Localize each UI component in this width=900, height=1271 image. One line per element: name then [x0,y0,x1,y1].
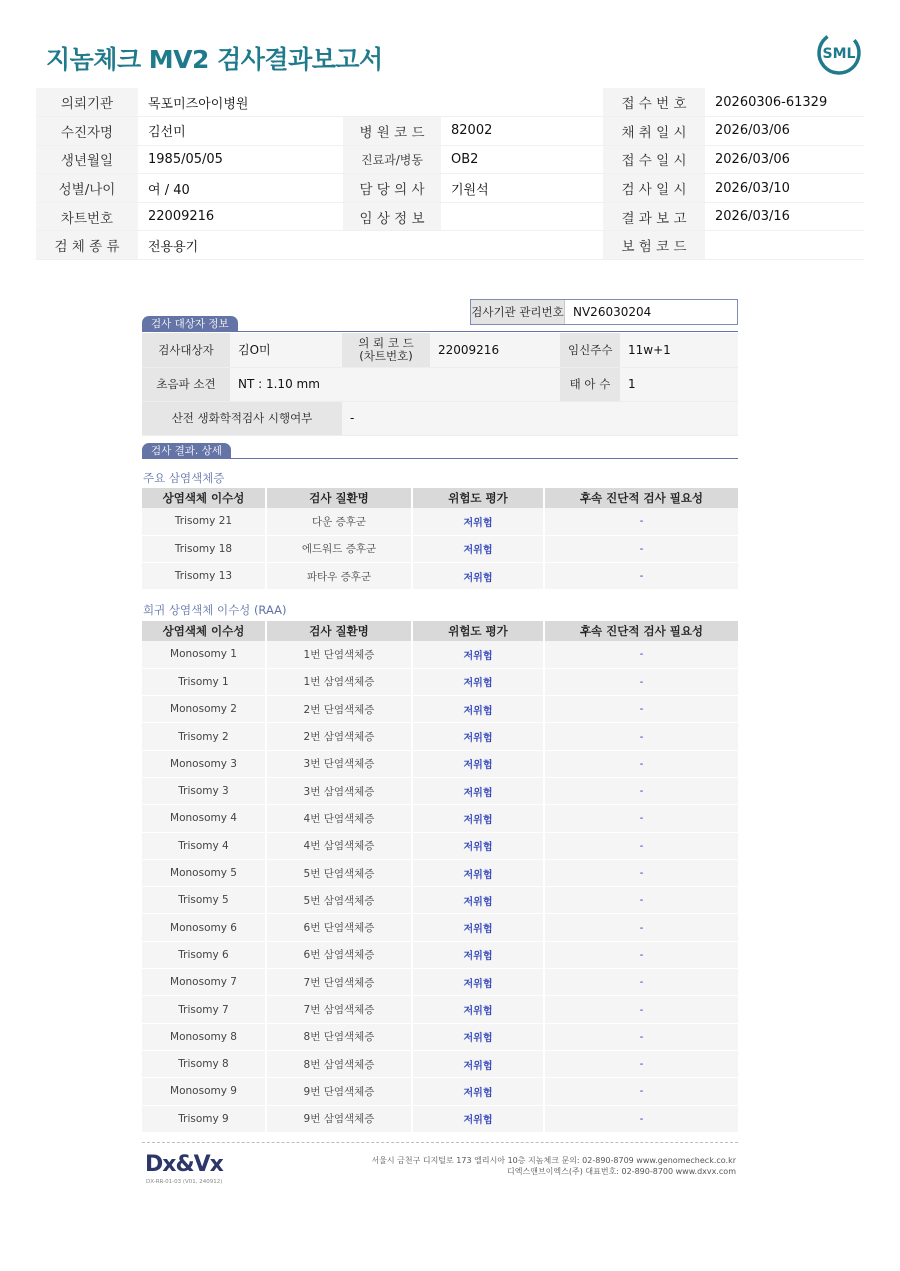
table-row [142,1078,738,1105]
info-value: 여 / 40 [138,174,343,203]
cell-disease: 2번 삼염색체증 [266,723,412,750]
cell-disease: 9번 단염색체증 [266,1078,412,1105]
info-label: 결 과 보 고 [603,202,705,231]
table-row [142,1050,738,1077]
cell-aneuploidy: Monosomy 8 [142,1023,266,1050]
column-header: 후속 진단적 검사 필요성 [544,488,738,508]
info-label: 의뢰기관 [36,88,138,117]
cell-aneuploidy: Trisomy 5 [142,887,266,914]
subject-row [142,401,738,435]
svg-text:SML: SML [822,46,856,62]
cell-disease: 4번 단염색체증 [266,805,412,832]
cell-disease: 파타우 증후군 [266,563,412,590]
info-value: 2026/03/06 [705,145,864,174]
cell-disease: 3번 단염색체증 [266,750,412,777]
subject-label: 태 아 수 [560,367,620,401]
info-value: OB2 [441,145,603,174]
info-label: 보 험 코 드 [603,231,705,260]
footer-line: 서울시 금천구 디지털로 173 엘리시아 10층 지놈체크 문의: 02-890-8709 www.genomecheck.co.kr [371,1156,736,1165]
cell-aneuploidy: Trisomy 18 [142,535,266,562]
subject-row [142,367,738,401]
cell-followup: - [544,696,738,723]
subject-label: 검사대상자 [142,333,230,367]
info-label: 담 당 의 사 [343,174,441,203]
cell-followup: - [544,941,738,968]
info-label: 성별/나이 [36,174,138,203]
cell-disease: 7번 단염색체증 [266,969,412,996]
table-row [142,508,738,535]
column-header: 검사 질환명 [266,621,412,641]
cell-aneuploidy: Monosomy 6 [142,914,266,941]
cell-disease: 6번 삼염색체증 [266,941,412,968]
info-row [36,202,864,231]
cell-risk: 저위험 [412,777,544,804]
cell-risk: 저위험 [412,563,544,590]
cell-disease: 5번 삼염색체증 [266,887,412,914]
info-value: 2026/03/10 [705,174,864,203]
subject-label: 산전 생화학적검사 시행여부 [142,401,342,435]
footer-line: 디엑스앤브이엑스(주) 대표번호: 02-890-8700 www.dxvx.com [507,1167,736,1176]
page-title: 지놈체크 MV2 검사결과보고서 [46,45,383,74]
info-value: 목포미즈아이병원 [138,88,603,117]
cell-aneuploidy: Monosomy 1 [142,641,266,668]
section-divider [142,458,738,459]
cell-disease: 1번 단염색체증 [266,641,412,668]
table-row [142,859,738,886]
info-row [36,231,864,260]
cell-followup: - [544,859,738,886]
column-header: 위험도 평가 [412,488,544,508]
sml-logo [816,30,862,76]
management-number-value: NV26030204 [573,305,652,319]
result-section-tag: 검사 결과. 상세 [142,443,231,458]
table-row [142,887,738,914]
cell-aneuploidy: Trisomy 13 [142,563,266,590]
cell-followup: - [544,1023,738,1050]
info-value: 기원석 [441,174,603,203]
cell-risk: 저위험 [412,887,544,914]
cell-aneuploidy: Trisomy 21 [142,508,266,535]
cell-disease: 1번 삼염색체증 [266,668,412,695]
info-value: 20260306-61329 [705,88,864,117]
column-header: 위험도 평가 [412,621,544,641]
table-row [142,832,738,859]
subject-label: 초음파 소견 [142,367,230,401]
table-row [142,696,738,723]
cell-aneuploidy: Trisomy 6 [142,941,266,968]
table-row [142,563,738,590]
cell-risk: 저위험 [412,723,544,750]
cell-disease: 2번 단염색체증 [266,696,412,723]
cell-risk: 저위험 [412,914,544,941]
cell-risk: 저위험 [412,696,544,723]
info-label: 차트번호 [36,202,138,231]
cell-risk: 저위험 [412,535,544,562]
cell-followup: - [544,668,738,695]
table-row [142,668,738,695]
info-label: 접 수 일 시 [603,145,705,174]
column-header: 상염색체 이수성 [142,488,266,508]
info-value: 2026/03/16 [705,202,864,231]
management-number-label: 검사기관 관리번호 [471,300,565,324]
cell-risk: 저위험 [412,750,544,777]
table-row [142,777,738,804]
cell-aneuploidy: Trisomy 3 [142,777,266,804]
info-value: 전용용기 [138,231,603,260]
cell-aneuploidy: Monosomy 3 [142,750,266,777]
info-label: 병 원 코 드 [343,117,441,146]
subject-value: 22009216 [430,333,560,367]
footer-contact [371,1155,736,1177]
subject-value: 1 [620,367,738,401]
table-row [142,641,738,668]
table-row [142,941,738,968]
info-label: 수진자명 [36,117,138,146]
cell-risk: 저위험 [412,941,544,968]
cell-risk: 저위험 [412,641,544,668]
cell-risk: 저위험 [412,1023,544,1050]
cell-aneuploidy: Monosomy 2 [142,696,266,723]
table-row [142,805,738,832]
cell-aneuploidy: Monosomy 5 [142,859,266,886]
cell-followup: - [544,508,738,535]
cell-followup: - [544,641,738,668]
management-number-box [470,299,738,325]
cell-risk: 저위험 [412,1078,544,1105]
subject-label: 의 뢰 코 드 (차트번호) [342,333,430,367]
table-row [142,996,738,1023]
cell-followup: - [544,1105,738,1132]
table-row [142,723,738,750]
cell-followup: - [544,723,738,750]
table-row [142,535,738,562]
dxvx-logo: Dx&Vx [145,1152,223,1177]
cell-disease: 7번 삼염색체증 [266,996,412,1023]
column-header: 상염색체 이수성 [142,621,266,641]
column-header: 검사 질환명 [266,488,412,508]
info-row [36,145,864,174]
cell-aneuploidy: Trisomy 1 [142,668,266,695]
info-value: 김선미 [138,117,343,146]
cell-disease: 다운 증후군 [266,508,412,535]
subject-info-table [142,333,738,436]
cell-followup: - [544,887,738,914]
cell-risk: 저위험 [412,832,544,859]
cell-followup: - [544,1078,738,1105]
info-label: 채 취 일 시 [603,117,705,146]
info-row [36,88,864,117]
cell-risk: 저위험 [412,969,544,996]
table-row [142,750,738,777]
info-value [705,231,864,260]
subject-row [142,333,738,367]
rare-aneuploidy-heading: 희귀 상염색체 이수성 (RAA) [143,603,287,617]
table-row [142,914,738,941]
info-value: 1985/05/05 [138,145,343,174]
footer-divider [142,1142,738,1143]
cell-risk: 저위험 [412,805,544,832]
cell-risk: 저위험 [412,508,544,535]
subject-section-tag: 검사 대상자 정보 [142,316,238,331]
cell-risk: 저위험 [412,1105,544,1132]
major-trisomy-heading: 주요 삼염색체증 [143,471,225,485]
cell-disease: 8번 단염색체증 [266,1023,412,1050]
patient-info-table [36,88,864,260]
cell-aneuploidy: Trisomy 2 [142,723,266,750]
cell-followup: - [544,535,738,562]
info-value: 22009216 [138,202,343,231]
cell-disease: 6번 단염색체증 [266,914,412,941]
cell-aneuploidy: Monosomy 4 [142,805,266,832]
cell-followup: - [544,996,738,1023]
cell-disease: 4번 삼염색체증 [266,832,412,859]
info-label: 검 체 종 류 [36,231,138,260]
info-row [36,117,864,146]
cell-aneuploidy: Trisomy 8 [142,1050,266,1077]
info-label: 접 수 번 호 [603,88,705,117]
rare-aneuploidy-table [142,621,738,1133]
info-value: 82002 [441,117,603,146]
cell-risk: 저위험 [412,668,544,695]
major-trisomy-table [142,488,738,590]
info-label: 진료과/병동 [343,145,441,174]
table-row [142,1023,738,1050]
cell-followup: - [544,969,738,996]
cell-disease: 5번 단염색체증 [266,859,412,886]
cell-aneuploidy: Trisomy 9 [142,1105,266,1132]
subject-value: 11w+1 [620,333,738,367]
cell-followup: - [544,914,738,941]
cell-risk: 저위험 [412,996,544,1023]
cell-disease: 8번 삼염색체증 [266,1050,412,1077]
document-code: DX-RR-01-03 (V01, 240912) [146,1179,223,1185]
cell-followup: - [544,777,738,804]
cell-risk: 저위험 [412,859,544,886]
cell-followup: - [544,563,738,590]
cell-aneuploidy: Trisomy 4 [142,832,266,859]
info-label: 임 상 정 보 [343,202,441,231]
info-label: 검 사 일 시 [603,174,705,203]
cell-followup: - [544,805,738,832]
column-header: 후속 진단적 검사 필요성 [544,621,738,641]
info-value [441,202,603,231]
info-label: 생년월일 [36,145,138,174]
info-value: 2026/03/06 [705,117,864,146]
cell-followup: - [544,832,738,859]
table-row [142,969,738,996]
info-row [36,174,864,203]
cell-followup: - [544,1050,738,1077]
cell-disease: 3번 삼염색체증 [266,777,412,804]
cell-aneuploidy: Monosomy 9 [142,1078,266,1105]
cell-aneuploidy: Trisomy 7 [142,996,266,1023]
section-divider [142,331,738,332]
subject-value: 김O미 [230,333,342,367]
subject-label: 임신주수 [560,333,620,367]
cell-aneuploidy: Monosomy 7 [142,969,266,996]
cell-disease: 에드워드 증후군 [266,535,412,562]
cell-risk: 저위험 [412,1050,544,1077]
subject-value: - [342,401,738,435]
cell-followup: - [544,750,738,777]
subject-value: NT : 1.10 mm [230,367,560,401]
table-row [142,1105,738,1132]
cell-disease: 9번 삼염색체증 [266,1105,412,1132]
